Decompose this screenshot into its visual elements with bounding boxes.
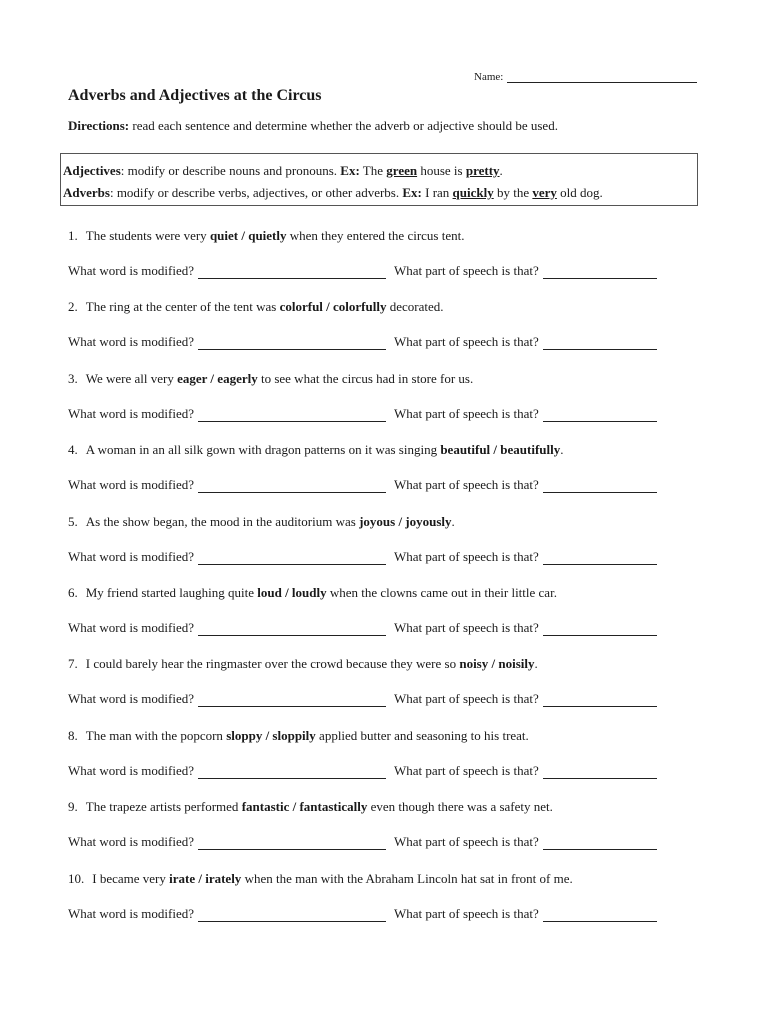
part-of-speech-blank[interactable] [543, 266, 657, 279]
question-number: 2. [68, 299, 78, 315]
part-of-speech-blank[interactable] [543, 766, 657, 779]
answer-row-7 [68, 691, 700, 707]
answer-row-10 [68, 906, 700, 922]
question-text-post: to see what the circus had in store for us. [257, 370, 474, 386]
question-text-post: when the clowns came out in their little car. [326, 585, 557, 600]
definitions-box [60, 153, 698, 206]
part-of-speech-blank[interactable] [543, 837, 657, 850]
answer-row-4 [68, 477, 700, 493]
adverbs-ex-word2: very [532, 185, 557, 200]
part-of-speech-blank[interactable] [543, 409, 657, 422]
answer-row-6 [68, 620, 700, 636]
adjectives-ex-mid: house is [417, 163, 466, 178]
modified-word-blank[interactable] [198, 694, 386, 707]
question-9 [68, 799, 553, 815]
adverbs-definition [63, 182, 695, 204]
modified-word-label: What word is modified? [68, 334, 194, 350]
modified-word-label: What word is modified? [68, 477, 194, 493]
part-of-speech-label: What part of speech is that? [394, 620, 539, 635]
question-text-pre: The students were very [85, 228, 210, 243]
adverbs-desc: : modify or describe verbs, adjectives, or other adverbs. [109, 185, 403, 200]
question-3 [68, 371, 473, 387]
question-choice: eager / eagerly [177, 370, 258, 386]
question-choice: colorful / colorfully [279, 299, 387, 315]
question-text-pre: We were all very [85, 370, 178, 386]
question-choice: irate / irately [169, 870, 242, 886]
question-text-post: . [451, 513, 455, 529]
question-text-post: . [534, 656, 538, 672]
directions [68, 118, 558, 134]
adverbs-ex-mid: by the [493, 185, 533, 200]
adjectives-desc: : modify or describe nouns and pronouns. [120, 163, 341, 178]
part-of-speech-label: What part of speech is that? [394, 691, 539, 707]
question-number: 1. [68, 228, 78, 243]
part-of-speech-label: What part of speech is that? [394, 263, 539, 278]
question-text-pre: The trapeze artists performed [85, 799, 242, 815]
question-text-post: . [560, 442, 564, 458]
part-of-speech-blank[interactable] [543, 909, 657, 922]
question-text-post: applied butter and seasoning to his treat. [315, 727, 529, 743]
name-field[interactable] [474, 70, 697, 83]
name-label: Name: [474, 71, 504, 83]
adjectives-definition [63, 160, 695, 182]
question-number: 9. [68, 799, 78, 815]
question-number: 7. [68, 656, 78, 672]
question-number: 8. [68, 727, 78, 743]
question-2 [68, 299, 444, 315]
part-of-speech-label: What part of speech is that? [394, 548, 539, 564]
adverbs-ex-post: old dog. [556, 185, 603, 200]
part-of-speech-blank[interactable] [543, 337, 657, 350]
adjectives-term: Adjectives [63, 163, 121, 178]
question-10 [68, 871, 573, 887]
question-text-post: decorated. [386, 299, 444, 315]
adjectives-ex-word1: green [386, 163, 418, 178]
modified-word-label: What word is modified? [68, 762, 194, 778]
modified-word-label: What word is modified? [68, 834, 194, 850]
directions-label: Directions: [68, 118, 130, 133]
part-of-speech-label: What part of speech is that? [394, 905, 539, 921]
adjectives-ex-pre: The [359, 163, 387, 178]
modified-word-blank[interactable] [198, 552, 386, 565]
adjectives-ex-word2: pretty [465, 163, 500, 178]
question-choice: sloppy / sloppily [226, 727, 316, 743]
answer-row-9 [68, 834, 700, 850]
directions-text: read each sentence and determine whether the adverb or adjective should be used. [129, 118, 558, 133]
modified-word-blank[interactable] [198, 837, 386, 850]
question-choice: beautiful / beautifully [440, 442, 561, 458]
modified-word-blank[interactable] [198, 766, 386, 779]
adverbs-ex-pre: I ran [421, 185, 453, 200]
question-number: 10. [68, 870, 85, 886]
question-text-post: when they entered the circus tent. [286, 228, 465, 243]
part-of-speech-blank[interactable] [543, 480, 657, 493]
question-choice: noisy / noisily [459, 656, 535, 672]
part-of-speech-label: What part of speech is that? [394, 762, 539, 778]
question-text-pre: My friend started laughing quite [85, 585, 258, 600]
name-blank[interactable] [507, 70, 697, 83]
part-of-speech-blank[interactable] [543, 694, 657, 707]
modified-word-blank[interactable] [198, 480, 386, 493]
question-text-pre: As the show began, the mood in the auditorium was [85, 513, 360, 529]
part-of-speech-label: What part of speech is that? [394, 477, 539, 493]
modified-word-label: What word is modified? [68, 405, 194, 421]
modified-word-label: What word is modified? [68, 263, 194, 278]
question-6 [68, 585, 557, 601]
modified-word-label: What word is modified? [68, 905, 194, 921]
question-8 [68, 728, 529, 744]
question-text-pre: The ring at the center of the tent was [85, 299, 280, 315]
question-number: 4. [68, 442, 78, 458]
question-4 [68, 442, 564, 458]
answer-row-5 [68, 549, 700, 565]
question-text-pre: I could barely hear the ringmaster over the crowd because they were so [85, 656, 460, 672]
modified-word-blank[interactable] [198, 909, 386, 922]
adjectives-ex-post: . [499, 163, 503, 178]
adverbs-ex-label: Ex: [402, 185, 422, 200]
question-choice: loud / loudly [257, 585, 327, 600]
question-5 [68, 514, 455, 530]
modified-word-blank[interactable] [198, 266, 386, 279]
question-choice: joyous / joyously [359, 513, 452, 529]
question-choice: fantastic / fantastically [241, 799, 368, 815]
question-number: 6. [68, 585, 78, 600]
modified-word-label: What word is modified? [68, 548, 194, 564]
part-of-speech-label: What part of speech is that? [394, 334, 539, 350]
answer-row-1 [68, 263, 700, 279]
question-number: 5. [68, 513, 78, 529]
question-1 [68, 228, 464, 244]
question-7 [68, 656, 538, 672]
modified-word-label: What word is modified? [68, 691, 194, 707]
adverbs-ex-word1: quickly [452, 185, 494, 200]
question-text-post: even though there was a safety net. [367, 799, 553, 815]
modified-word-blank[interactable] [198, 409, 386, 422]
modified-word-blank[interactable] [198, 337, 386, 350]
question-text-pre: A woman in an all silk gown with dragon patterns on it was singing [85, 442, 441, 458]
answer-row-3 [68, 406, 700, 422]
adverbs-term: Adverbs [63, 185, 110, 200]
part-of-speech-label: What part of speech is that? [394, 834, 539, 850]
question-text-pre: The man with the popcorn [85, 727, 227, 743]
modified-word-blank[interactable] [198, 623, 386, 636]
part-of-speech-blank[interactable] [543, 552, 657, 565]
part-of-speech-label: What part of speech is that? [394, 405, 539, 421]
question-choice: quiet / quietly [209, 228, 287, 243]
question-text-pre: I became very [92, 870, 170, 886]
worksheet-title: Adverbs and Adjectives at the Circus [68, 87, 322, 104]
part-of-speech-blank[interactable] [543, 623, 657, 636]
answer-row-8 [68, 763, 700, 779]
answer-row-2 [68, 334, 700, 350]
modified-word-label: What word is modified? [68, 620, 194, 635]
adjectives-ex-label: Ex: [340, 163, 360, 178]
question-number: 3. [68, 370, 78, 386]
question-text-post: when the man with the Abraham Lincoln hat sat in front of me. [241, 870, 573, 886]
